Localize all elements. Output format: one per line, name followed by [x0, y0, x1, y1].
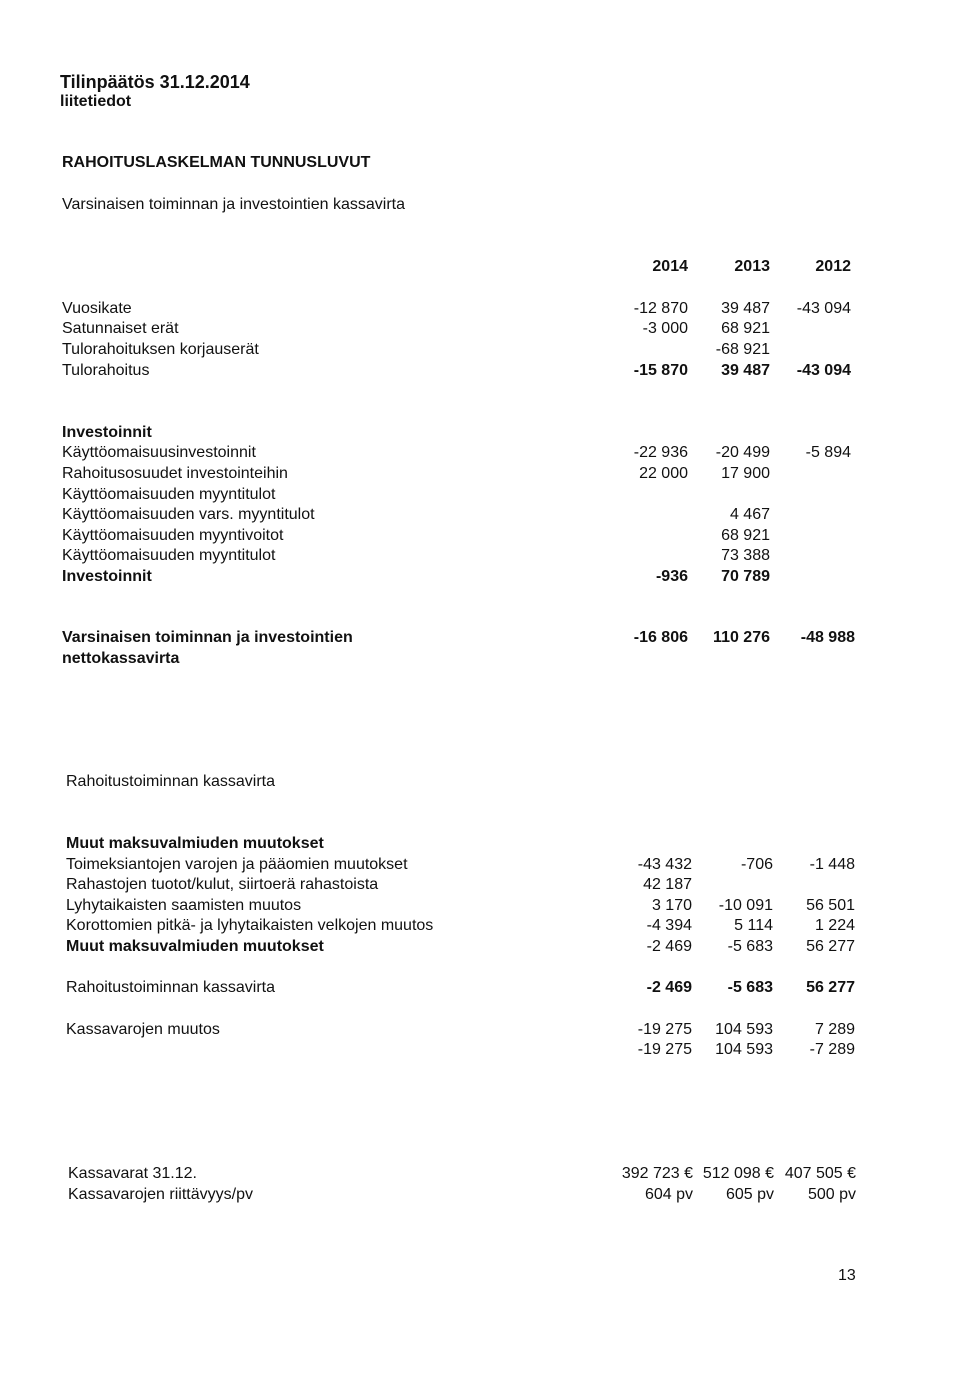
- page-number: 13: [838, 1267, 856, 1284]
- value-2013: -20 499: [715, 444, 770, 461]
- value-2012: 407 505 €: [784, 1165, 856, 1182]
- year-header-2013: 2013: [734, 258, 770, 275]
- value-2014: 604 pv: [644, 1186, 693, 1203]
- value-2014: 3 170: [651, 897, 692, 914]
- financing-intro: Rahoitustoiminnan kassavirta: [66, 773, 275, 790]
- document-subtitle: liitetiedot: [60, 93, 132, 110]
- value-2013: 104 593: [715, 1021, 773, 1038]
- value-2012: 1 224: [814, 917, 855, 934]
- value-2013: -5 683: [727, 938, 773, 955]
- value-2014: -936: [655, 568, 688, 585]
- value-2014: -15 870: [633, 362, 688, 379]
- row-label: Kassavarat 31.12.: [68, 1165, 197, 1182]
- value-2013: 5 114: [734, 917, 773, 934]
- row-label-continued: nettokassavirta: [62, 650, 180, 667]
- row-label: Tulorahoituksen korjauserät: [62, 341, 259, 358]
- value-2014: -12 870: [633, 300, 688, 317]
- value-2013: 110 276: [713, 629, 770, 646]
- row-label: Toimeksiantojen varojen ja pääomien muutokset: [66, 856, 408, 873]
- row-label: Kassavarojen muutos: [66, 1021, 220, 1038]
- value-2012: -43 094: [796, 300, 851, 317]
- row-label: Muut maksuvalmiuden muutokset: [66, 938, 324, 955]
- value-2014: -43 432: [637, 856, 692, 873]
- value-2013: 104 593: [715, 1041, 773, 1058]
- value-2014: -3 000: [642, 320, 688, 337]
- value-2012: -1 448: [809, 856, 855, 873]
- value-2012: 7 289: [814, 1021, 855, 1038]
- value-2013: 68 921: [721, 320, 770, 337]
- value-2012: -5 894: [805, 444, 851, 461]
- value-2013: 605 pv: [725, 1186, 774, 1203]
- value-2014: -22 936: [633, 444, 688, 461]
- value-2014: 22 000: [639, 465, 688, 482]
- value-2012: 56 277: [806, 979, 855, 996]
- row-label: Rahastojen tuotot/kulut, siirtoerä rahastoista: [66, 876, 379, 893]
- value-2012: -43 094: [796, 362, 851, 379]
- value-2013: 73 388: [721, 547, 770, 564]
- value-2013: 512 098 €: [702, 1165, 774, 1182]
- row-label: Tulorahoitus: [62, 362, 150, 379]
- row-label: Korottomien pitkä- ja lyhytaikaisten velkojen muutos: [66, 917, 434, 934]
- value-2012: 56 277: [806, 938, 855, 955]
- row-label: Käyttöomaisuuden myyntitulot: [62, 547, 276, 564]
- row-label: Käyttöomaisuuden myyntivoitot: [62, 527, 284, 544]
- row-label: Satunnaiset erät: [62, 320, 179, 337]
- value-2013: -10 091: [718, 897, 773, 914]
- value-2013: -706: [740, 856, 773, 873]
- value-2014: 392 723 €: [621, 1165, 693, 1182]
- value-2013: 4 467: [729, 506, 770, 523]
- value-2013: -5 683: [727, 979, 773, 996]
- value-2014: 42 187: [643, 876, 692, 893]
- value-2014: -19 275: [637, 1021, 692, 1038]
- row-label: Käyttöomaisuusinvestoinnit: [62, 444, 256, 461]
- value-2012: -48 988: [800, 629, 855, 646]
- value-2013: 68 921: [721, 527, 770, 544]
- row-label: Käyttöomaisuuden myyntitulot: [62, 486, 276, 503]
- investments-heading: Investoinnit: [62, 424, 152, 441]
- value-2012: 500 pv: [807, 1186, 856, 1203]
- section-intro: Varsinaisen toiminnan ja investointien kassavirta: [62, 196, 405, 213]
- value-2012: -7 289: [809, 1041, 855, 1058]
- row-label: Rahoitustoiminnan kassavirta: [66, 979, 275, 996]
- document-title: Tilinpäätös 31.12.2014: [60, 72, 250, 92]
- row-label: Vuosikate: [62, 300, 132, 317]
- row-label: Lyhytaikaisten saamisten muutos: [66, 897, 302, 914]
- liquidity-heading: Muut maksuvalmiuden muutokset: [66, 835, 324, 852]
- value-2013: 39 487: [721, 362, 770, 379]
- section-title: RAHOITUSLASKELMAN TUNNUSLUVUT: [62, 154, 371, 171]
- row-label: Käyttöomaisuuden vars. myyntitulot: [62, 506, 315, 523]
- value-2013: 17 900: [721, 465, 770, 482]
- row-label: Investoinnit: [62, 568, 152, 585]
- row-label: Kassavarojen riittävyys/pv: [68, 1186, 253, 1203]
- row-label: Varsinaisen toiminnan ja investointien: [62, 629, 353, 646]
- value-2012: 56 501: [806, 897, 855, 914]
- year-header-2014: 2014: [652, 258, 688, 275]
- value-2014: -2 469: [646, 938, 692, 955]
- value-2014: -2 469: [646, 979, 692, 996]
- value-2013: 70 789: [721, 568, 770, 585]
- value-2013: -68 921: [715, 341, 770, 358]
- value-2013: 39 487: [721, 300, 770, 317]
- value-2014: -19 275: [637, 1041, 692, 1058]
- value-2014: -16 806: [633, 629, 688, 646]
- year-header-2012: 2012: [815, 258, 851, 275]
- row-label: Rahoitusosuudet investointeihin: [62, 465, 288, 482]
- value-2014: -4 394: [646, 917, 692, 934]
